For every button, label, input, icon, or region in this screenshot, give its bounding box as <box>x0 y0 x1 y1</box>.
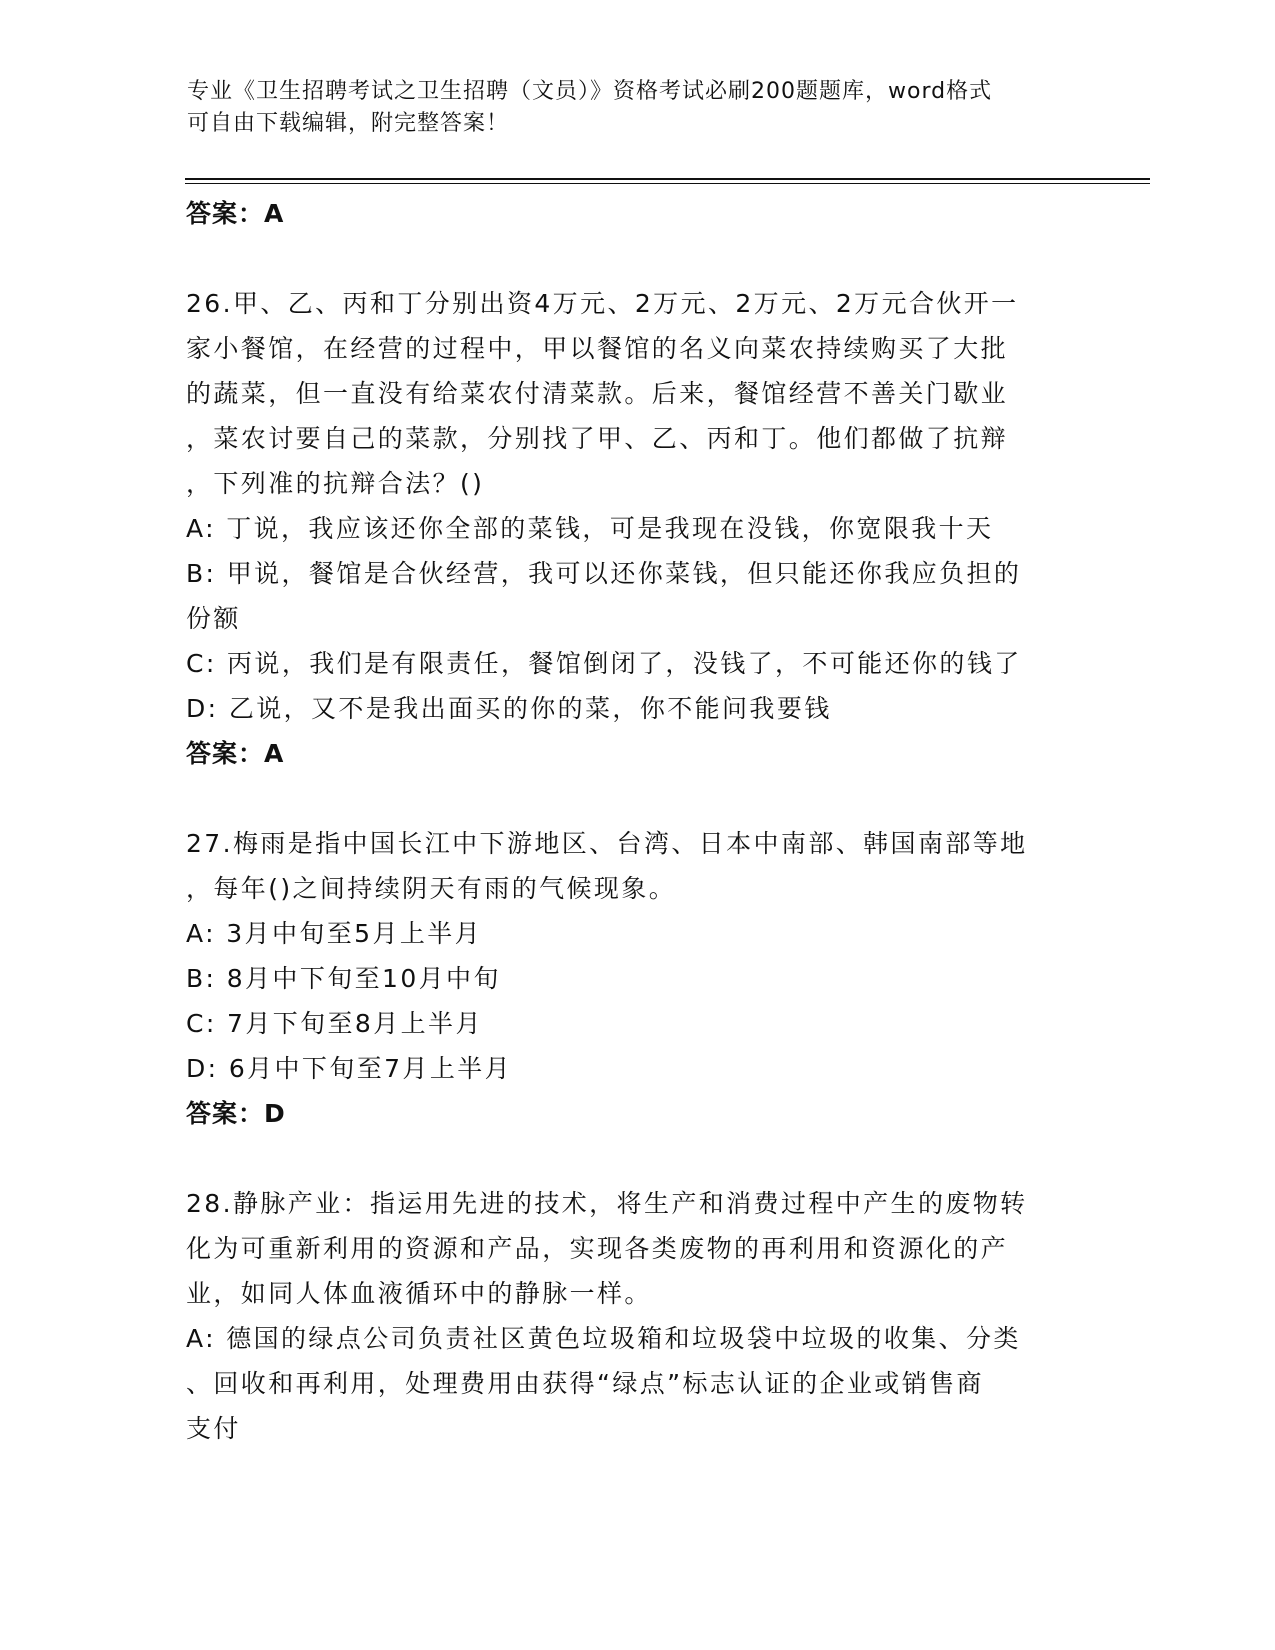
question-text-line: 的蔬菜，但一直没有给菜农付清菜款。后来，餐馆经营不善关门歇业 <box>186 379 1009 408</box>
question-text-line: 家小餐馆，在经营的过程中，甲以餐馆的名义向菜农持续购买了大批 <box>186 334 1009 363</box>
option-d: D: 乙说，又不是我出面买的你的菜，你不能问我要钱 <box>186 694 832 723</box>
spacer <box>186 776 1086 821</box>
header-line-2: 可自由下载编辑，附完整答案！ <box>187 111 510 136</box>
question-text-line: 化为可重新利用的资源和产品，实现各类废物的再利用和资源化的产 <box>186 1234 1009 1263</box>
option-b: B: 8月中下旬至10月中旬 <box>186 964 501 993</box>
question-text-line: 业，如同人体血液循环中的静脉一样。 <box>186 1279 652 1308</box>
option-a-continued: 支付 <box>186 1414 241 1443</box>
question-text-line: 28.静脉产业：指运用先进的技术，将生产和消费过程中产生的废物转 <box>186 1189 1028 1218</box>
option-c: C: 丙说，我们是有限责任，餐馆倒闭了，没钱了，不可能还你的钱了 <box>186 649 1022 678</box>
previous-answer: 答案：A <box>186 199 285 228</box>
question-26 <box>186 281 1086 776</box>
header-line-1: 专业《卫生招聘考试之卫生招聘（文员）》资格考试必刷200题题库，word格式 <box>187 79 993 104</box>
question-27 <box>186 821 1086 1136</box>
question-text-line: ，下列准的抗辩合法？() <box>186 469 485 498</box>
page-header <box>187 76 1067 140</box>
option-a-continued: 、回收和再利用，处理费用由获得“绿点”标志认证的企业或销售商 <box>186 1369 984 1398</box>
question-28 <box>186 1181 1086 1451</box>
option-b: B: 甲说，餐馆是合伙经营，我可以还你菜钱，但只能还你我应负担的 <box>186 559 1022 588</box>
question-text-line: ，每年()之间持续阴天有雨的气候现象。 <box>186 874 677 903</box>
spacer <box>186 1136 1086 1181</box>
option-d: D: 6月中下旬至7月上半月 <box>186 1054 513 1083</box>
spacer <box>186 236 1086 281</box>
option-a: A: 3月中旬至5月上半月 <box>186 919 483 948</box>
option-a: A: 丁说，我应该还你全部的菜钱，可是我现在没钱，你宽限我十天 <box>186 514 994 543</box>
question-text-line: ，菜农讨要自己的菜款，分别找了甲、乙、丙和丁。他们都做了抗辩 <box>186 424 1009 453</box>
question-text-line: 26.甲、乙、丙和丁分别出资4万元、2万元、2万元、2万元合伙开一 <box>186 289 1019 318</box>
answer: 答案：A <box>186 739 285 768</box>
header-rule-thin <box>185 183 1150 184</box>
header-rule-thick <box>185 178 1150 180</box>
question-content <box>186 191 1086 1451</box>
option-b-continued: 份额 <box>186 604 241 633</box>
answer: 答案：D <box>186 1099 286 1128</box>
option-a: A: 德国的绿点公司负责社区黄色垃圾箱和垃圾袋中垃圾的收集、分类 <box>186 1324 1021 1353</box>
question-text-line: 27.梅雨是指中国长江中下游地区、台湾、日本中南部、韩国南部等地 <box>186 829 1028 858</box>
option-c: C: 7月下旬至8月上半月 <box>186 1009 483 1038</box>
